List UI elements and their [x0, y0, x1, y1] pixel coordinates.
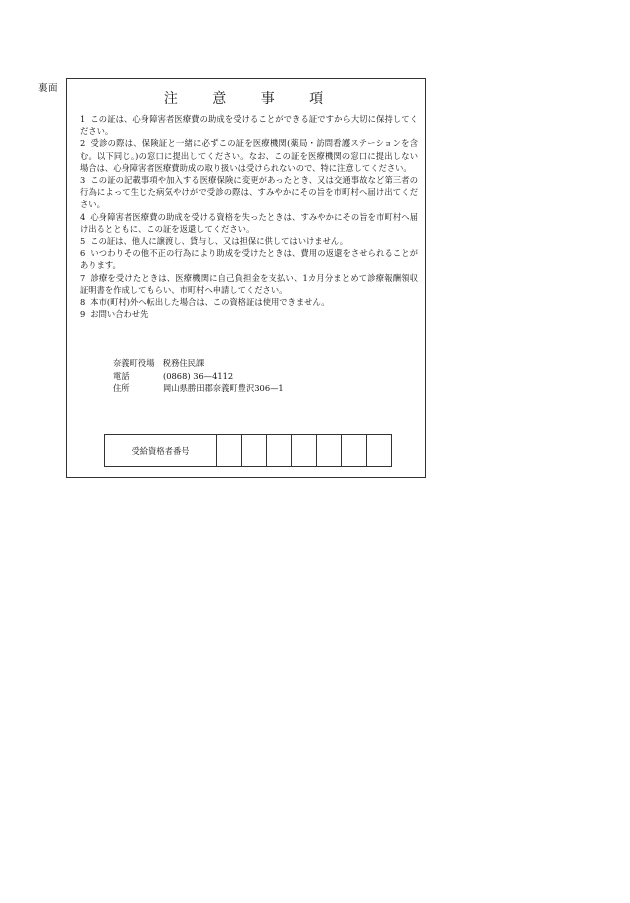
item-text: 本市(町村)外へ転出した場合は、この資格証は使用できません。: [90, 297, 330, 308]
beneficiary-digit-box: [367, 435, 392, 467]
item-text: この証の記載事項や加入する医療保険に変更があったとき、又は交通事故など第三者の行為によって生じた病気やけがで受診の際は、すみやかにその旨を市町村へ届け出てください。: [80, 175, 418, 210]
notice-item: [80, 113, 418, 137]
item-number: 9: [80, 309, 86, 320]
beneficiary-digit-box: [342, 435, 367, 467]
side-label: 裏面: [38, 83, 59, 94]
notice-item: [80, 211, 418, 235]
item-text: お問い合わせ先: [90, 309, 149, 320]
item-number: 3: [80, 175, 86, 186]
item-text: この証は、心身障害者医療費の助成を受けることができる証ですから大切に保持してください。: [80, 114, 418, 137]
notice-item: [80, 247, 418, 271]
item-text: 診療を受けたときは、医療機関に自己負担金を支払い、1カ月分まとめて診療報酬領収証明書を作成してもらい、市町村へ申請してください。: [80, 272, 418, 295]
notice-item: [80, 308, 418, 320]
address-label: 住所: [113, 383, 130, 394]
notice-item: [80, 174, 418, 211]
item-number: 6: [80, 248, 86, 259]
notice-list: [80, 113, 418, 320]
notice-card: [66, 78, 426, 478]
notice-item: [80, 296, 418, 308]
beneficiary-digit-box: [292, 435, 317, 467]
notice-item: [80, 137, 418, 174]
item-number: 2: [80, 138, 86, 149]
beneficiary-digit-box: [242, 435, 267, 467]
item-text: 受診の際は、保険証と一緒に必ずこの証を医療機関(薬局・訪問看護ステーションを含む。以下同じ。)の窓口に提出してください。なお、この証を医療機関の窓口に提出しない場合は、心身障害者医療費助成の取り扱いは受けられないので、特に注意してください。: [80, 138, 418, 173]
item-number: 7: [80, 272, 86, 283]
item-text: 心身障害者医療費の助成を受ける資格を失ったときは、すみやかにその旨を市町村へ届け出るとともに、この証を返還してください。: [80, 211, 418, 234]
item-number: 5: [80, 236, 86, 247]
contact-office: [113, 357, 284, 370]
beneficiary-number-label: 受給資格者番号: [105, 435, 217, 467]
beneficiary-number-table: [104, 434, 392, 467]
item-number: 8: [80, 297, 86, 308]
beneficiary-digit-box: [317, 435, 342, 467]
address-value: 岡山県勝田郡奈義町豊沢306—1: [163, 383, 284, 394]
phone-number: (0868) 36—4112: [163, 370, 234, 381]
item-text: この証は、他人に譲渡し、貸与し、又は担保に供してはいけません。: [90, 236, 348, 247]
notice-item: [80, 235, 418, 247]
notice-item: [80, 272, 418, 296]
item-text: いつわりその他不正の行為により助成を受けたときは、費用の返還をさせられることがあります。: [80, 248, 418, 271]
contact-address: [113, 382, 284, 395]
beneficiary-digit-box: [217, 435, 242, 467]
contact-phone: [113, 370, 284, 383]
item-number: 4: [80, 211, 86, 222]
phone-label: 電話: [113, 370, 130, 381]
office-name: 奈義町役場 税務住民課: [113, 358, 205, 368]
notice-title: 注 意 事 項: [163, 91, 339, 107]
beneficiary-digit-box: [267, 435, 292, 467]
contact-block: [113, 357, 284, 395]
item-number: 1: [80, 114, 86, 124]
